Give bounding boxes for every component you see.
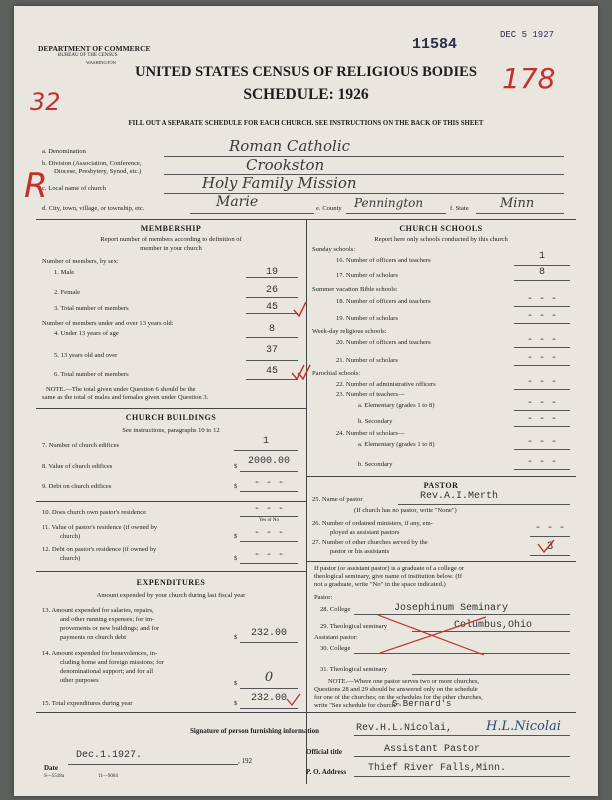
q4-label: 4. Under 13 years of age <box>54 330 119 337</box>
q28-label: 28. College <box>320 606 351 613</box>
q14-label-3: denominational support; and for all <box>60 668 154 675</box>
q20-label: 20. Number of officers and teachers <box>336 339 431 346</box>
q12-dollar: $ <box>234 555 238 562</box>
q12-label: 12. Debt on pastor's residence (if owned by <box>42 546 157 553</box>
q8-label: 8. Value of church edifices <box>42 463 113 470</box>
q19-label: 19. Number of scholars <box>336 315 398 322</box>
q24a-label: a. Elementary (grades 1 to 8) <box>358 441 435 448</box>
q26-label: 26. Number of ordained ministers, if any, em- <box>312 520 433 527</box>
q14-dollar: $ <box>234 680 238 687</box>
q23a-label: a. Elementary (grades 1 to 8) <box>358 402 435 409</box>
q17-value: 8 <box>538 267 545 278</box>
red-cross-out <box>374 611 494 661</box>
q7-label: 7. Number of church edifices <box>42 442 120 449</box>
local-name-value: Holy Family Mission <box>202 174 357 192</box>
q22-value: - - - <box>526 377 557 388</box>
college-note-3: not a graduate, write "No" in the space indicated.) <box>314 581 446 588</box>
city-value: Marie <box>216 194 259 210</box>
q11-label: 11. Value of pastor's residence (if owned by <box>42 524 158 531</box>
q31-label: 31. Theological seminary <box>320 666 388 673</box>
sex-group-label: Number of members, by sex: <box>42 258 119 265</box>
q25-label: 25. Name of pastor <box>312 496 363 503</box>
dept-name: DEPARTMENT OF COMMERCE <box>38 44 151 53</box>
q16-label: 16. Number of officers and teachers <box>336 257 431 264</box>
age-group-label: Number of members under and over 13 years old: <box>42 320 174 327</box>
q14-label: 14. Amount expended for benevolences, in- <box>42 650 158 657</box>
q3-value: 45 <box>265 302 278 313</box>
membership-intro-2: member in your church <box>140 245 202 252</box>
red-r-mark: R <box>24 166 48 206</box>
college-note: If pastor (or assistant pastor) is a graduate of a college or <box>314 565 464 572</box>
pastor-note-4: write "See schedule for church." <box>314 702 400 709</box>
signature-typed: Rev.H.L.Nicolai, <box>356 723 453 734</box>
pastor-note-3: for one of the churches; on the schedules for the other churches, <box>314 694 483 701</box>
weekday-label: Week-day religious schools: <box>312 328 387 335</box>
denomination-label: a. Denomination <box>42 148 86 155</box>
q12-label-2: church) <box>60 555 81 562</box>
q9-dollar: $ <box>234 483 238 490</box>
q23b-label: b. Secondary <box>358 418 393 425</box>
q12-value: - - - <box>253 550 284 561</box>
q2-value: 26 <box>265 285 278 296</box>
q15-label: 15. Total expenditures during year <box>42 700 133 707</box>
local-name-label: c. Local name of church <box>42 185 106 192</box>
q27-value: 3 <box>546 541 554 553</box>
census-schedule-form <box>14 6 598 796</box>
q5-label: 5. 13 years old and over <box>54 352 118 359</box>
red-code-right: 178 <box>502 62 556 95</box>
asst-edu-label: Assistant pastor: <box>314 634 358 641</box>
state-label: f. State <box>450 205 469 212</box>
q10-label: 10. Does church own pastor's residence <box>42 509 147 516</box>
q1-label: 1. Male <box>54 269 75 276</box>
summer-label: Summer vacation Bible schools: <box>312 286 398 293</box>
q16-value: 1 <box>538 251 545 262</box>
q27-label: 27. Number of other churches served by the <box>312 539 428 546</box>
q11-label-2: church) <box>60 533 81 540</box>
date-value: Dec.1.1927. <box>76 750 143 761</box>
buildings-intro: See instructions, paragraphs 10 to 12 <box>122 427 220 434</box>
q1-value: 19 <box>265 267 278 278</box>
county-value: Pennington <box>354 196 424 210</box>
membership-note-2: same as the total of males and females given under Question 3. <box>42 394 209 401</box>
membership-intro: Report number of members according to definition of <box>100 236 242 243</box>
q17-label: 17. Number of scholars <box>336 272 398 279</box>
q13-label-3: provements or new buildings; and for <box>60 625 160 632</box>
q14-label-4: other purposes <box>60 677 99 684</box>
q9-label: 9. Debt on church edifices <box>42 483 112 490</box>
q24a-value: - - - <box>526 437 557 448</box>
form-instructions: FILL OUT A SEPARATE SCHEDULE FOR EACH CHURCH. SEE INSTRUCTIONS ON THE BACK OF THIS SHEET <box>128 120 484 127</box>
membership-note: NOTE.—The total given under Question 6 should be the <box>46 386 196 393</box>
q24b-value: - - - <box>526 457 557 468</box>
q13-label-4: payments on church debt <box>60 634 127 641</box>
q23-label: 23. Number of teachers— <box>336 391 405 398</box>
red-check-mark-q15 <box>284 691 308 711</box>
received-date-stamp: DEC 5 1927 <box>500 30 555 40</box>
seminary-name: Josephinum Seminary <box>394 603 509 614</box>
signature-handwritten: H.L.Nicolai <box>486 719 561 734</box>
q19-value: - - - <box>526 311 557 322</box>
q6-value: 45 <box>265 366 278 377</box>
q11-dollar: $ <box>234 533 238 540</box>
date-year-suffix: , 192 <box>238 757 252 765</box>
q13-value: 232.00 <box>250 628 287 639</box>
schedule-number: 11584 <box>412 36 458 53</box>
q25-hint: (If church has no pastor, write "None") <box>354 507 457 514</box>
pastor-note: NOTE.—Where one pastor serves two or more churches, <box>328 678 480 685</box>
pastor-edu-label: Pastor: <box>314 594 333 601</box>
membership-heading: MEMBERSHIP <box>140 224 202 233</box>
sunday-label: Sunday schools: <box>312 246 356 253</box>
college-note-2: theological seminary, give name of institution below. (If <box>314 573 463 580</box>
q2-label: 2. Female <box>54 289 81 296</box>
q13-label-2: and other running expenses; for im- <box>60 616 155 623</box>
division-value: Crookston <box>246 156 325 174</box>
form-number: S—5518a <box>44 774 64 779</box>
division-label: b. Division (Association, Conference, <box>42 160 142 167</box>
address-value: Thief River Falls,Minn. <box>368 763 507 774</box>
q21-label: 21. Number of scholars <box>336 357 398 364</box>
print-number: 11—9064 <box>98 774 118 779</box>
form-subtitle: SCHEDULE: 1926 <box>243 86 369 103</box>
q7-value: 1 <box>262 436 269 447</box>
q18-value: - - - <box>526 294 557 305</box>
q29-label: 29. Theological seminary <box>320 623 388 630</box>
q13-label: 13. Amount expended for salaries, repairs, <box>42 607 154 614</box>
buildings-heading: CHURCH BUILDINGS <box>125 413 217 422</box>
q18-label: 18. Number of officers and teachers <box>336 298 431 305</box>
schools-heading: CHURCH SCHOOLS <box>399 224 483 233</box>
q10-hint: Yes or No <box>258 518 280 523</box>
q20-value: - - - <box>526 335 557 346</box>
official-title-label: Official title <box>306 748 342 756</box>
q26-label-2: ployed as assistant pastors <box>330 529 400 536</box>
official-title-value: Assistant Pastor <box>384 744 481 755</box>
signature-label: Signature of person furnishing information <box>190 727 319 735</box>
q9-value: - - - <box>253 478 284 489</box>
address-label: P. O. Address <box>306 768 347 776</box>
q27-label-2: pastor or his assistants <box>330 548 390 555</box>
q14-label-2: cluding home and foreign missions; for <box>60 659 164 666</box>
q30-label: 30. College <box>320 645 351 652</box>
q4-value: 8 <box>268 324 275 335</box>
q15-value: 232.00 <box>250 693 287 704</box>
pastor-note-2: Questions 28 and 29 should be answered only on the schedule <box>314 686 478 693</box>
q24b-label: b. Secondary <box>358 461 393 468</box>
q6-label: 6. Total number of members <box>54 371 129 378</box>
state-value: Minn <box>500 196 535 211</box>
q26-value: - - - <box>534 523 565 534</box>
county-label: e. County <box>316 205 342 212</box>
red-check-mark-q27 <box>534 536 574 558</box>
q13-dollar: $ <box>234 634 238 641</box>
q21-value: - - - <box>526 353 557 364</box>
q10-value: - - - <box>253 504 284 515</box>
q24-label: 24. Number of scholars— <box>336 430 405 437</box>
pastor-heading: PASTOR <box>423 481 459 490</box>
expenditures-heading: EXPENDITURES <box>136 578 206 587</box>
bureau-name: BUREAU OF THE CENSUS <box>58 53 118 58</box>
q3-label: 3. Total number of members <box>54 305 129 312</box>
q8-dollar: $ <box>234 463 238 470</box>
form-title: UNITED STATES CENSUS OF RELIGIOUS BODIES <box>135 64 477 80</box>
schools-intro: Report here only schools conducted by this church <box>374 236 508 243</box>
q23b-value: - - - <box>526 414 557 425</box>
q23a-value: - - - <box>526 398 557 409</box>
city-label: d. City, town, village, or township, etc. <box>42 205 145 212</box>
see-schedule-church: S.Bernard's <box>392 699 452 709</box>
date-label: Date <box>44 764 58 772</box>
q8-value: 2000.00 <box>247 456 290 467</box>
q5-value: 37 <box>265 345 278 356</box>
q15-dollar: $ <box>234 700 238 707</box>
q11-value: - - - <box>253 528 284 539</box>
q25-value: Rev.A.I.Merth <box>420 491 499 502</box>
denomination-value: Roman Catholic <box>229 137 351 155</box>
q22-label: 22. Number of administrative officers <box>336 381 436 388</box>
seminary-location: Columbus,Ohio <box>454 620 533 631</box>
bureau-city: WASHINGTON <box>86 60 116 65</box>
red-code-left: 32 <box>30 88 61 116</box>
division-label-2: Diocese, Presbytery, Synod, etc.) <box>54 168 142 175</box>
q14-value: 0 <box>264 670 274 685</box>
parochial-label: Parochial schools: <box>312 370 361 377</box>
expenditures-intro: Amount expended by your church during last fiscal year <box>96 592 246 599</box>
